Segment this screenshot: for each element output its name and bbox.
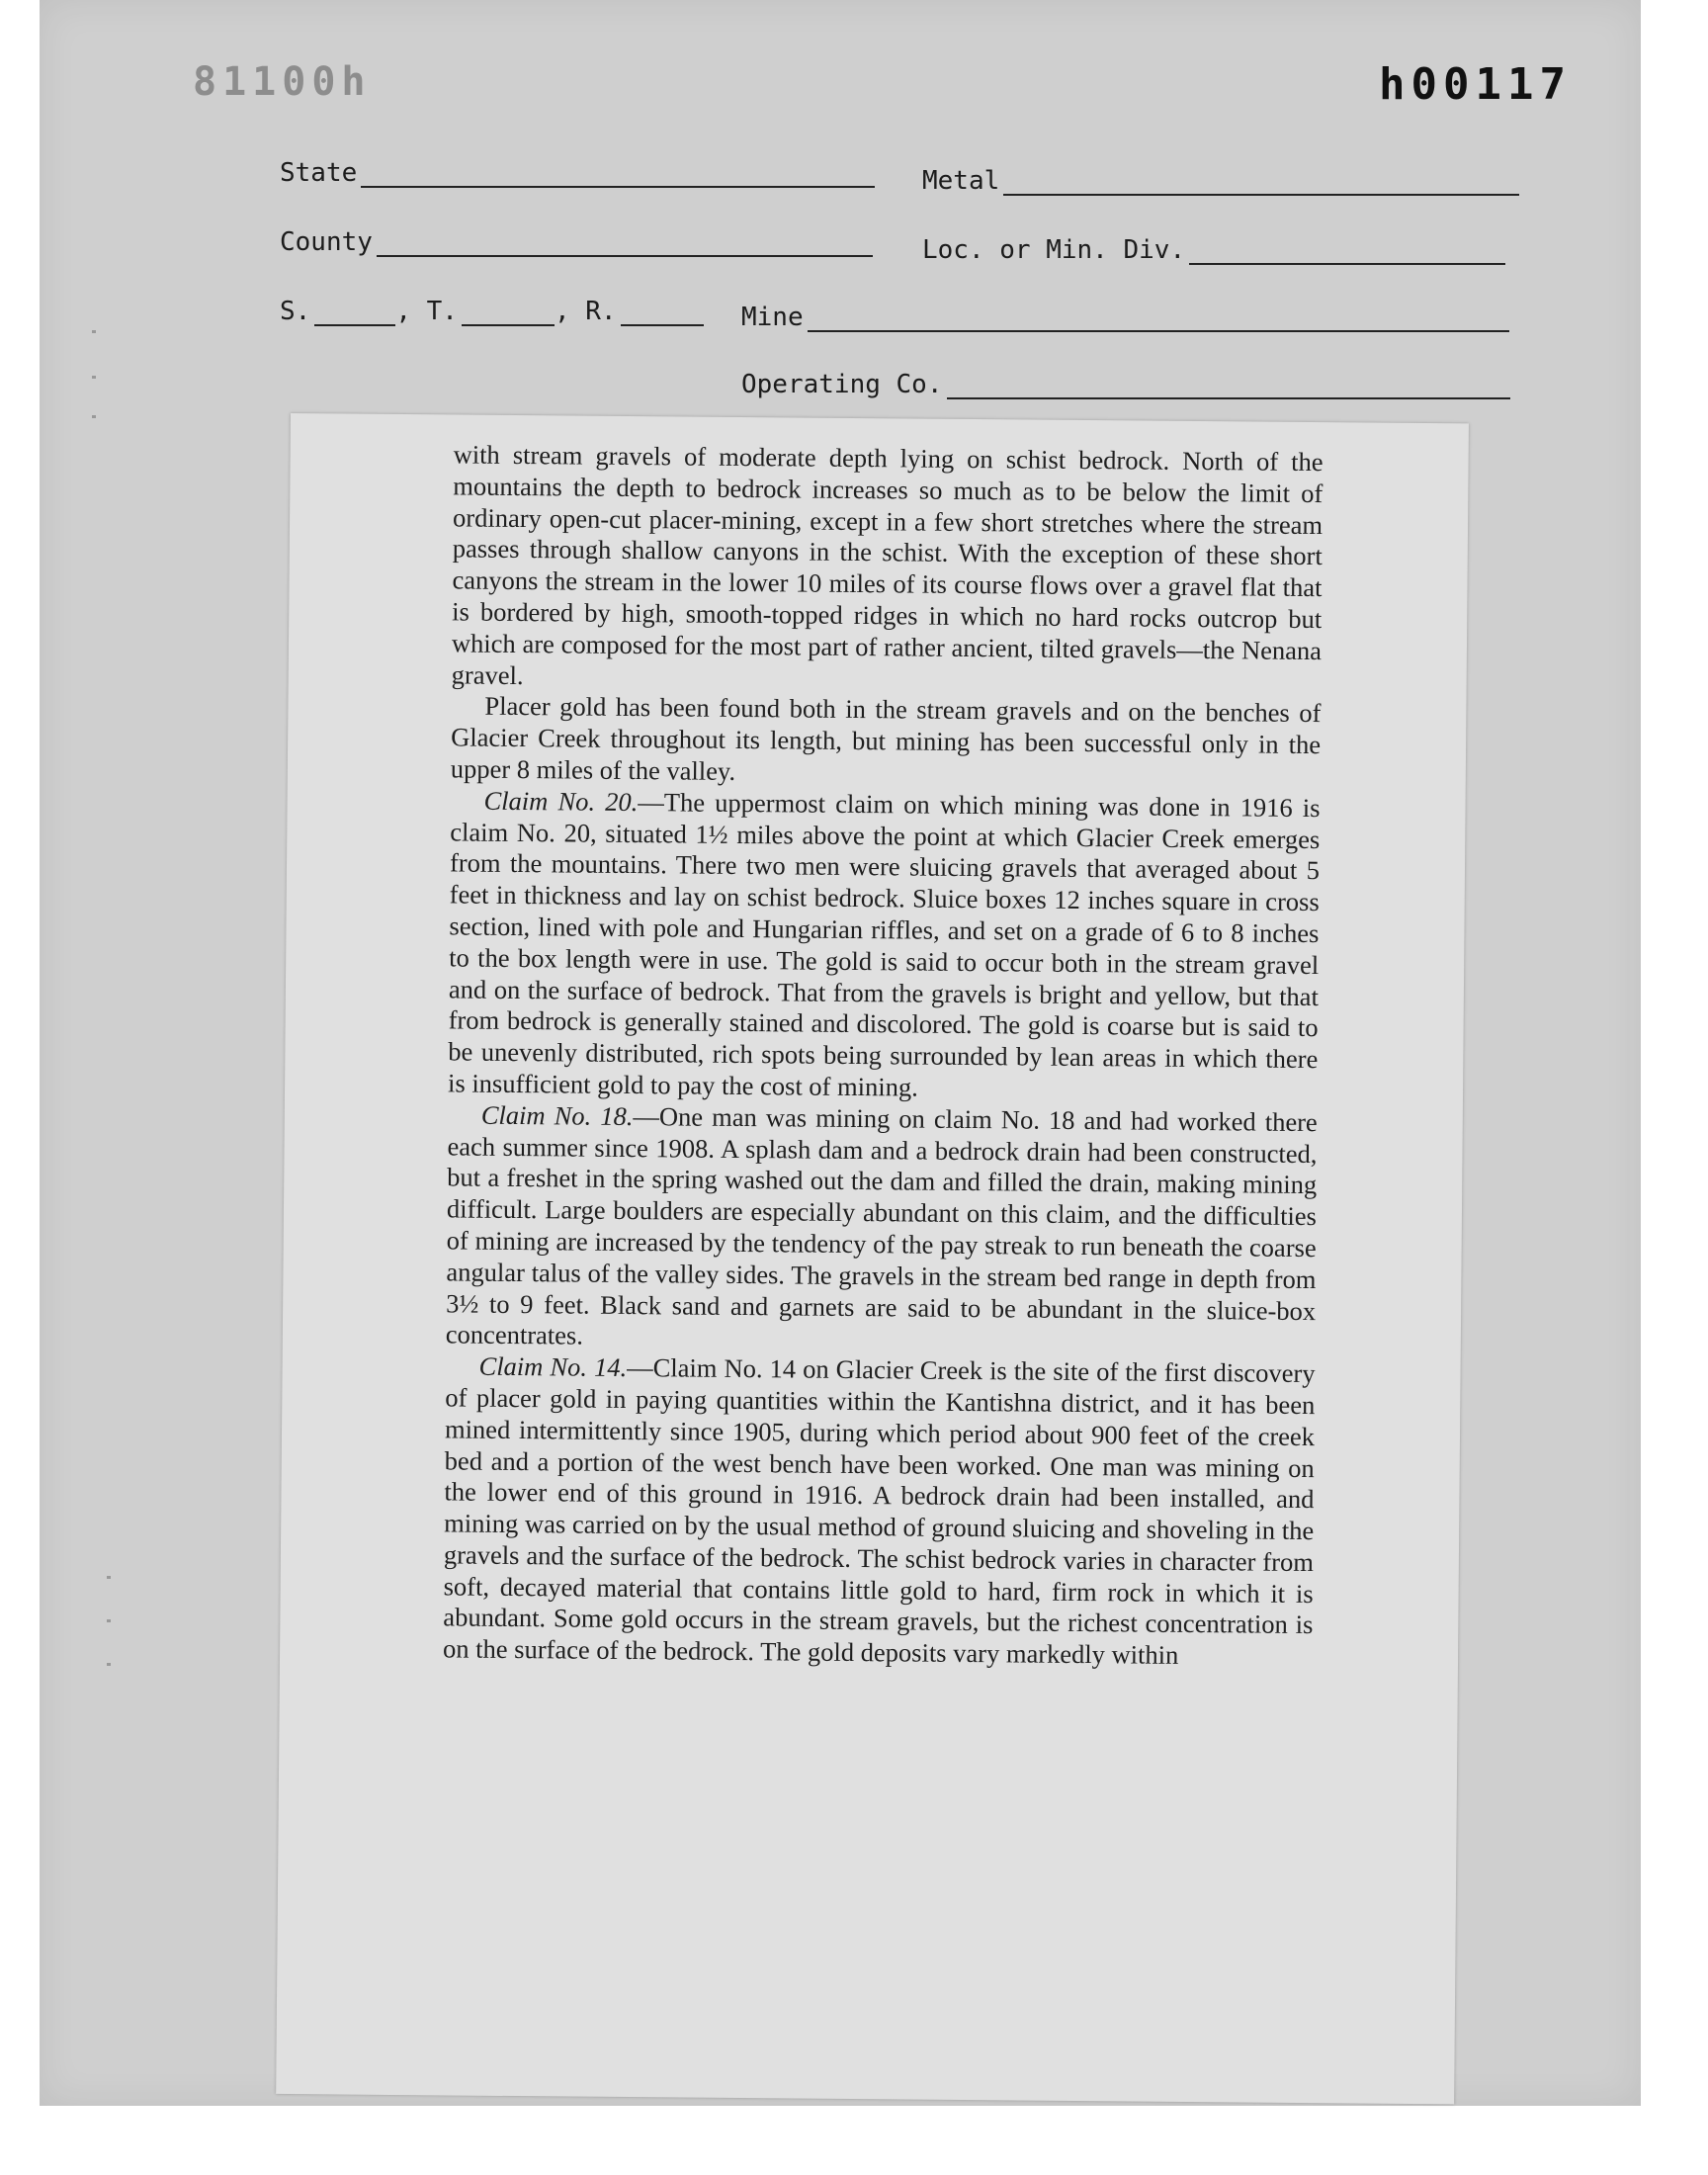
paragraph-claim-20: [448, 785, 1321, 1107]
state-label: State: [280, 158, 358, 188]
state-blank: [361, 156, 875, 188]
metal-blank: [1003, 164, 1519, 196]
claim-14-heading: Claim No. 14.: [478, 1350, 628, 1383]
pasted-clipping: [276, 413, 1469, 2104]
edge-mark: [92, 330, 96, 333]
claim-20-heading: Claim No. 20.: [483, 785, 639, 817]
loc-blank: [1189, 233, 1505, 265]
range-label: , R.: [554, 297, 617, 326]
operating-co-field: [741, 368, 1510, 399]
edge-mark: [92, 376, 96, 379]
loc-label: Loc. or Min. Div.: [922, 235, 1186, 265]
county-field: [280, 225, 873, 257]
mine-field: [741, 301, 1509, 332]
edge-mark: [107, 1663, 111, 1666]
section-blank: [314, 295, 395, 326]
paragraph-2: Placer gold has been found both in the stream gravels and on the benches of Glacier Creek throughout its length, but mining has been successful only in the upper 8 miles of the valley.: [450, 691, 1322, 786]
clipping-text: [443, 439, 1324, 1673]
county-label: County: [280, 227, 373, 257]
loc-field: [922, 233, 1505, 265]
paragraph-claim-18: [446, 1099, 1318, 1358]
range-blank: [621, 295, 704, 326]
str-field: [280, 295, 704, 326]
metal-field: [922, 164, 1519, 196]
state-field: [280, 156, 875, 188]
paragraph-claim-14: [443, 1351, 1316, 1674]
file-number-stamp-right: h00117: [1379, 59, 1572, 110]
township-label: , T.: [395, 297, 458, 326]
mine-label: Mine: [741, 303, 804, 332]
edge-mark: [92, 415, 96, 418]
county-blank: [377, 225, 873, 257]
operating-co-label: Operating Co.: [741, 370, 943, 399]
paragraph-1: with stream gravels of moderate depth lying on schist bedrock. North of the mountains the depth to bedrock increases so much as to be below the limit of ordinary open-cut placer-mining, except in a few short stretches where the stream passes through shallow canyons in the schist. With the exception of these short canyons the stream in the lower 10 miles of its course flows over a gravel flat that is bordered by high, smooth-topped ridges in which no hard rocks outcrop but which are composed for the most part of rather ancient, tilted gravels—the Nenana gravel.: [451, 439, 1324, 690]
edge-mark: [107, 1576, 111, 1579]
claim-20-body: —The uppermost claim on which mining was done in 1916 is claim No. 20, situated 1½ miles above the point at which Glacier Creek emerges from the mountains. There two men were sluicing gravels that averaged about 5 feet in thickness and lay on schist bedrock. Sluice boxes 12 inches square in cross section, lined with pole and Hungarian riffles, and set on a grade of 6 to 8 inches to the box length were in use. The gold is said to occur both in the stream gravel and on the surface of bedrock. That from the gravels is bright and yellow, but that from bedrock is generally stained and discolored. The gold is coarse but is said to be unevenly distributed, rich spots being surrounded by lean areas in which there is insufficient gold to pay the cost of mining.: [447, 786, 1321, 1102]
mine-blank: [808, 301, 1509, 332]
index-card: [40, 0, 1641, 2106]
operating-co-blank: [947, 368, 1510, 399]
metal-label: Metal: [922, 166, 1000, 196]
file-number-stamp-left: 81100h: [193, 59, 372, 105]
claim-14-body: —Claim No. 14 on Glacier Creek is the site of the first discovery of placer gold in paying quantities within the Kantishna district, and it has been mined intermittently since 1905, during which period about 900 feet of the creek bed and a portion of the west bench have been worked. One man was mining on the lower end of this ground in 1916. A bedrock drain had been installed, and mining was carried on by the usual method of ground sluicing and shoveling in the gravels and the surface of the bedrock. The schist bedrock varies in character from soft, decayed material that contains little gold to hard, firm rock in which it is abundant. Some gold occurs in the stream gravels, but the richest concentration is on the surface of the bedrock. The gold deposits vary markedly within: [442, 1352, 1316, 1671]
claim-18-body: —One man was mining on claim No. 18 and had worked there each summer since 1908. A splash dam and a bedrock drain had been constructed, but a freshet in the spring washed out the dam and filled the drain, making mining difficult. Large boulders are especially abundant on this claim, and the difficulties of mining are increased by the tendency of the pay streak to run beneath the coarse angular talus of the valley sides. The gravels in the stream bed range in depth from 3½ to 9 feet. Black sand and garnets are said to be abundant in the sluice-box concentrates.: [445, 1100, 1318, 1350]
section-label: S.: [280, 297, 311, 326]
township-blank: [462, 295, 555, 326]
claim-18-heading: Claim No. 18.: [480, 1099, 634, 1131]
edge-mark: [107, 1619, 111, 1622]
